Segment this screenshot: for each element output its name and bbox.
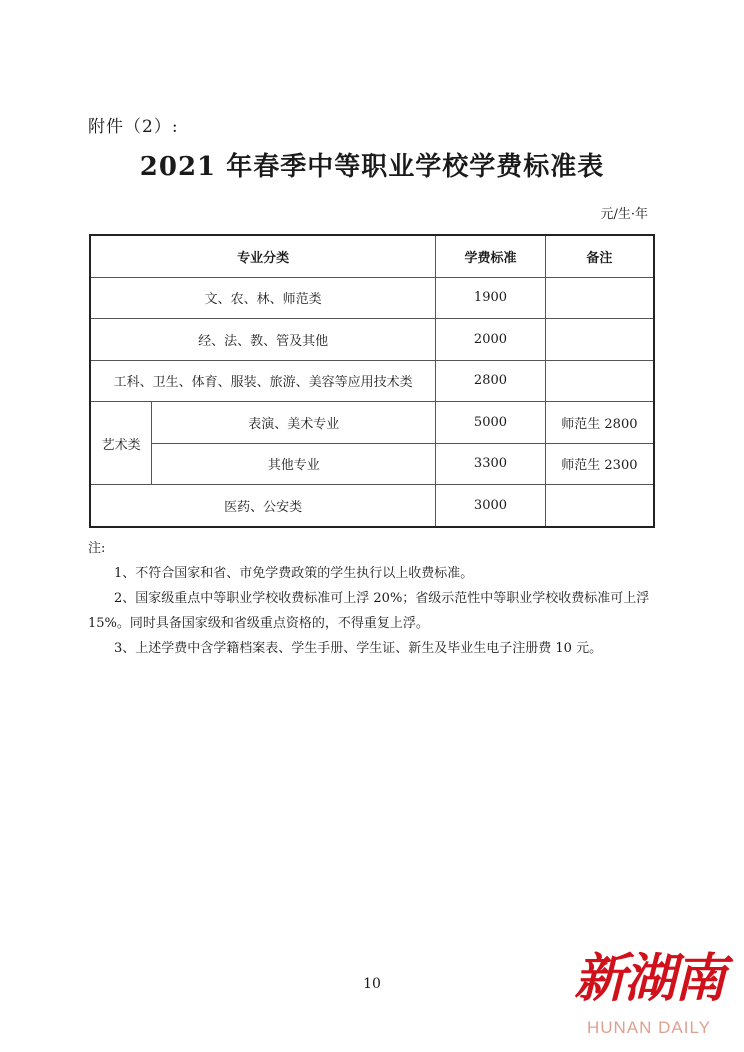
logo-cn-text: 新湖南 [573, 949, 724, 1009]
row-remark: 师范生 2800 [545, 402, 654, 444]
page-title: 2021 年春季中等职业学校学费标准表 [139, 152, 605, 182]
row-category: 医药、公安类 [90, 485, 436, 527]
row-category: 经、法、教、管及其他 [90, 319, 436, 361]
row-category: 其他专业 [152, 443, 436, 485]
header-category: 专业分类 [90, 235, 436, 277]
row-fee: 2800 [436, 360, 546, 402]
header-fee: 学费标准 [436, 235, 546, 277]
row-remark [545, 485, 654, 527]
row-fee: 3300 [436, 443, 546, 485]
row-category: 文、农、林、师范类 [90, 277, 436, 319]
notes-label: 注: [88, 541, 106, 556]
row-category: 工科、卫生、体育、服装、旅游、美容等应用技术类 [90, 360, 436, 402]
row-fee: 5000 [436, 402, 546, 444]
table-row [90, 485, 654, 527]
notes-section [88, 536, 654, 661]
row-remark [545, 319, 654, 361]
attachment-label: 附件（2）: [88, 117, 179, 137]
row-remark: 师范生 2300 [545, 443, 654, 485]
table-row [90, 402, 654, 444]
art-group-label: 艺术类 [90, 402, 152, 485]
fee-table [89, 234, 655, 528]
logo-en-text: HUNAN DAILY [586, 1018, 712, 1037]
note-item: 2、国家级重点中等职业学校收费标准可上浮 20%；省级示范性中等职业学校收费标准可上浮 15%。同时具备国家级和省级重点资格的，不得重复上浮。 [88, 591, 650, 631]
header-remark: 备注 [545, 235, 654, 277]
row-remark [545, 360, 654, 402]
note-item: 3、上述学费中含学籍档案表、学生手册、学生证、新生及毕业生电子注册费 10 元。 [114, 641, 603, 656]
table-row [90, 319, 654, 361]
row-remark [545, 277, 654, 319]
row-fee: 1900 [436, 277, 546, 319]
page-number: 10 [363, 976, 381, 992]
row-fee: 2000 [436, 319, 546, 361]
row-category: 表演、美术专业 [152, 402, 436, 444]
table-row [90, 277, 654, 319]
table-row [90, 360, 654, 402]
unit-label: 元/生·年 [600, 207, 648, 222]
hunan-daily-logo [566, 948, 732, 1048]
row-fee: 3000 [436, 485, 546, 527]
table-row [90, 443, 654, 485]
table-header-row [90, 235, 654, 277]
note-item: 1、不符合国家和省、市免学费政策的学生执行以上收费标准。 [114, 566, 474, 581]
